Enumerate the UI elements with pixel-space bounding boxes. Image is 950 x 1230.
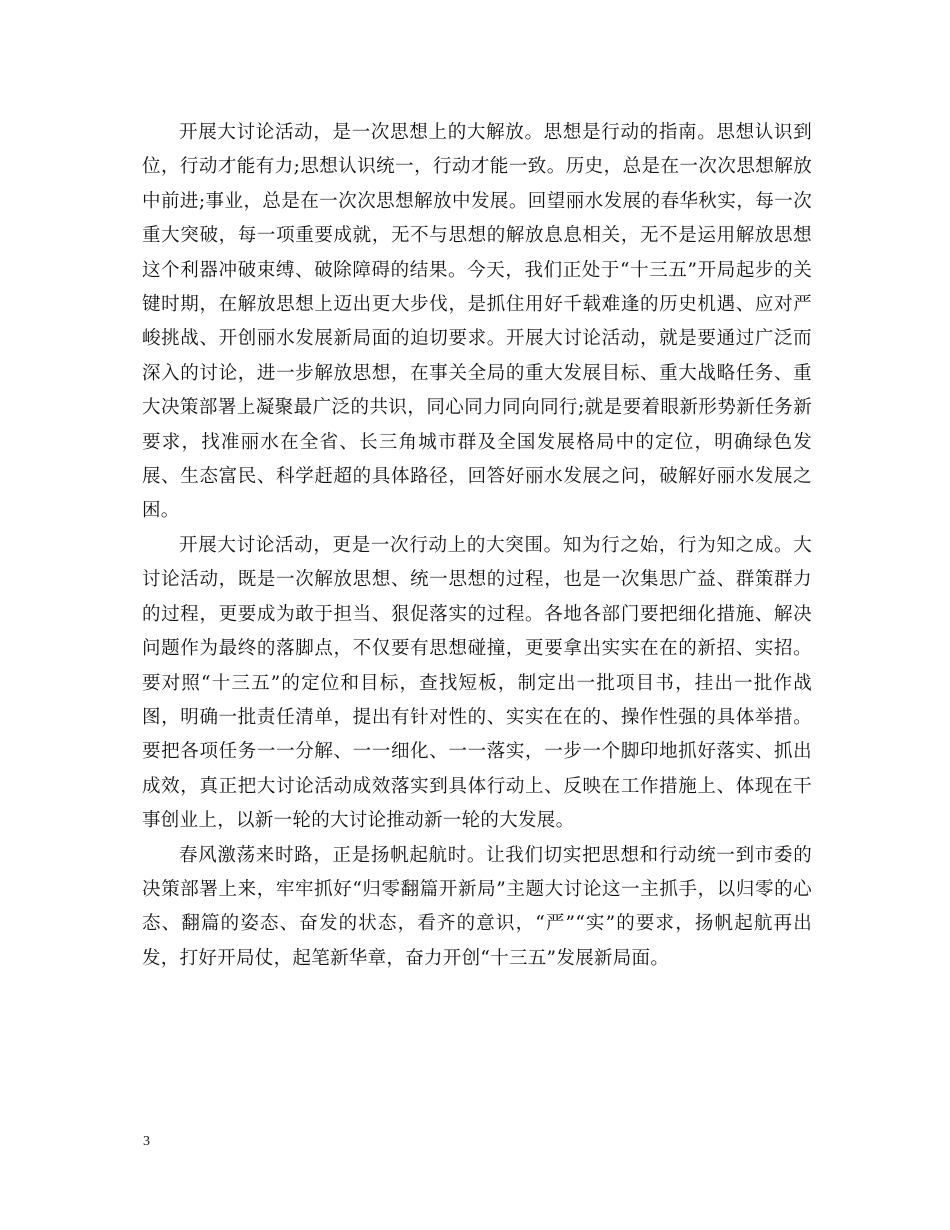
- paragraph-1: 开展大讨论活动，是一次思想上的大解放。思想是行动的指南。思想认识到位，行动才能有力;思想认识统一，行动才能一致。历史，总是在一次次思想解放中前进;事业，总是在一次次思想解放中发展。回望丽水发展的春华秋实，每一次重大突破，每一项重要成就，无不与思想的解放息息相关，无不是运用解放思想这个利器冲破束缚、破除障碍的结果。今天，我们正处于“十三五”开局起步的关键时期，在解放思想上迈出更大步伐，是抓住用好千载难逢的历史机遇、应对严峻挑战、开创丽水发展新局面的迫切要求。开展大讨论活动，就是要通过广泛而深入的讨论，进一步解放思想，在事关全局的重大发展目标、重大战略任务、重大决策部署上凝聚最广泛的共识，同心同力同向同行;就是要着眼新形势新任务新要求，找准丽水在全省、长三角城市群及全国发展格局中的定位，明确绿色发展、生态富民、科学赶超的具体路径，回答好丽水发展之问，破解好丽水发展之困。: [142, 122, 812, 522]
- page-number: 3: [143, 1134, 150, 1149]
- document-body: [142, 116, 812, 976]
- paragraph-2: 开展大讨论活动，更是一次行动上的大突围。知为行之始，行为知之成。大讨论活动，既是一次解放思想、统一思想的过程，也是一次集思广益、群策群力的过程，更要成为敢于担当、狠促落实的过程。各地各部门要把细化措施、解决问题作为最终的落脚点，不仅要有思想碰撞，更要拿出实实在在的新招、实招。要对照“十三五”的定位和目标，查找短板，制定出一批项目书，挂出一批作战图，明确一批责任清单，提出有针对性的、实实在在的、操作性强的具体举措。要把各项任务一一分解、一一细化、一一落实，一步一个脚印地抓好落实、抓出成效，真正把大讨论活动成效落实到具体行动上、反映在工作措施上、体现在干事创业上，以新一轮的大讨论推动新一轮的大发展。: [142, 534, 812, 832]
- paragraph-3: 春风激荡来时路，正是扬帆起航时。让我们切实把思想和行动统一到市委的决策部署上来，牢牢抓好“归零翻篇开新局”主题大讨论这一主抓手，以归零的心态、翻篇的姿态、奋发的状态，看齐的意识，“严”“实”的要求，扬帆起航再出发，打好开局仗，起笔新华章，奋力开创“十三五”发展新局面。: [142, 844, 812, 969]
